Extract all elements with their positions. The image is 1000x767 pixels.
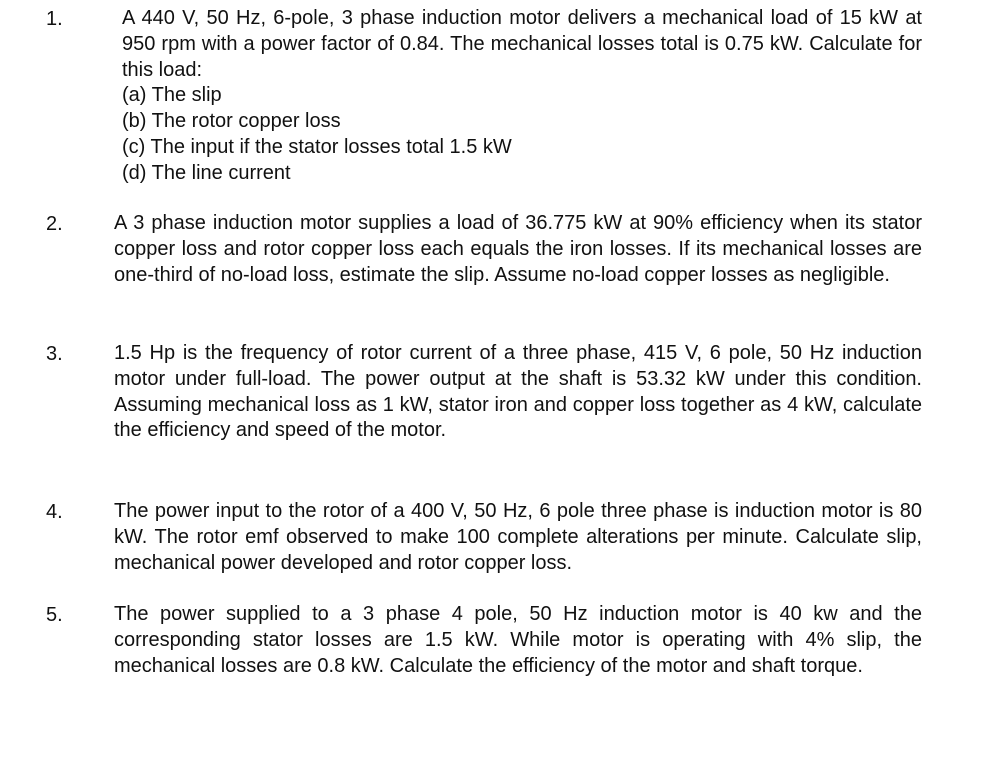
question-number: 3.: [46, 343, 63, 365]
question-number: 5.: [46, 604, 63, 626]
question-number: 2.: [46, 213, 63, 235]
question-body: [122, 6, 922, 187]
question-text: A 3 phase induction motor supplies a load of 36.775 kW at 90% efficiency when its stator copper loss and rotor copper loss each equals the iron losses. If its mechanical losses are one-third of no-load loss, estimate the slip. Assume no-load copper losses as negligible.: [114, 212, 922, 286]
question-part: (d) The line current: [122, 161, 291, 184]
question-text: 1.5 Hp is the frequency of rotor current of a three phase, 415 V, 6 pole, 50 Hz induction motor under full-load. The power output at the shaft is 53.32 kW under this condition. Assuming mechanical loss as 1 kW, stator iron and copper loss together as 4 kW, calculate the efficiency and speed of the motor.: [114, 342, 922, 442]
question-part: (c) The input if the stator losses total 1.5 kW: [122, 135, 512, 158]
question-number: 4.: [46, 501, 63, 523]
question-text: The power input to the rotor of a 400 V, 50 Hz, 6 pole three phase is induction motor is 80 kW. The rotor emf observed to make 100 complete alterations per minute. Calculate slip, mechanical power developed and rotor copper loss.: [114, 500, 922, 574]
question-text: The power supplied to a 3 phase 4 pole, 50 Hz induction motor is 40 kw and the corresponding stator losses are 1.5 kW. While motor is operating with 4% slip, the mechanical losses are 0.8 kW. Calculate the efficiency of the motor and shaft torque.: [114, 603, 922, 677]
question-part: (b) The rotor copper loss: [122, 110, 341, 133]
question-text: A 440 V, 50 Hz, 6-pole, 3 phase induction motor delivers a mechanical load of 15 kW at 950 rpm with a power factor of 0.84. The mechanical losses total is 0.75 kW. Calculate for this load:: [122, 7, 922, 81]
question-number: 1.: [46, 8, 63, 30]
question-part: (a) The slip: [122, 84, 222, 107]
